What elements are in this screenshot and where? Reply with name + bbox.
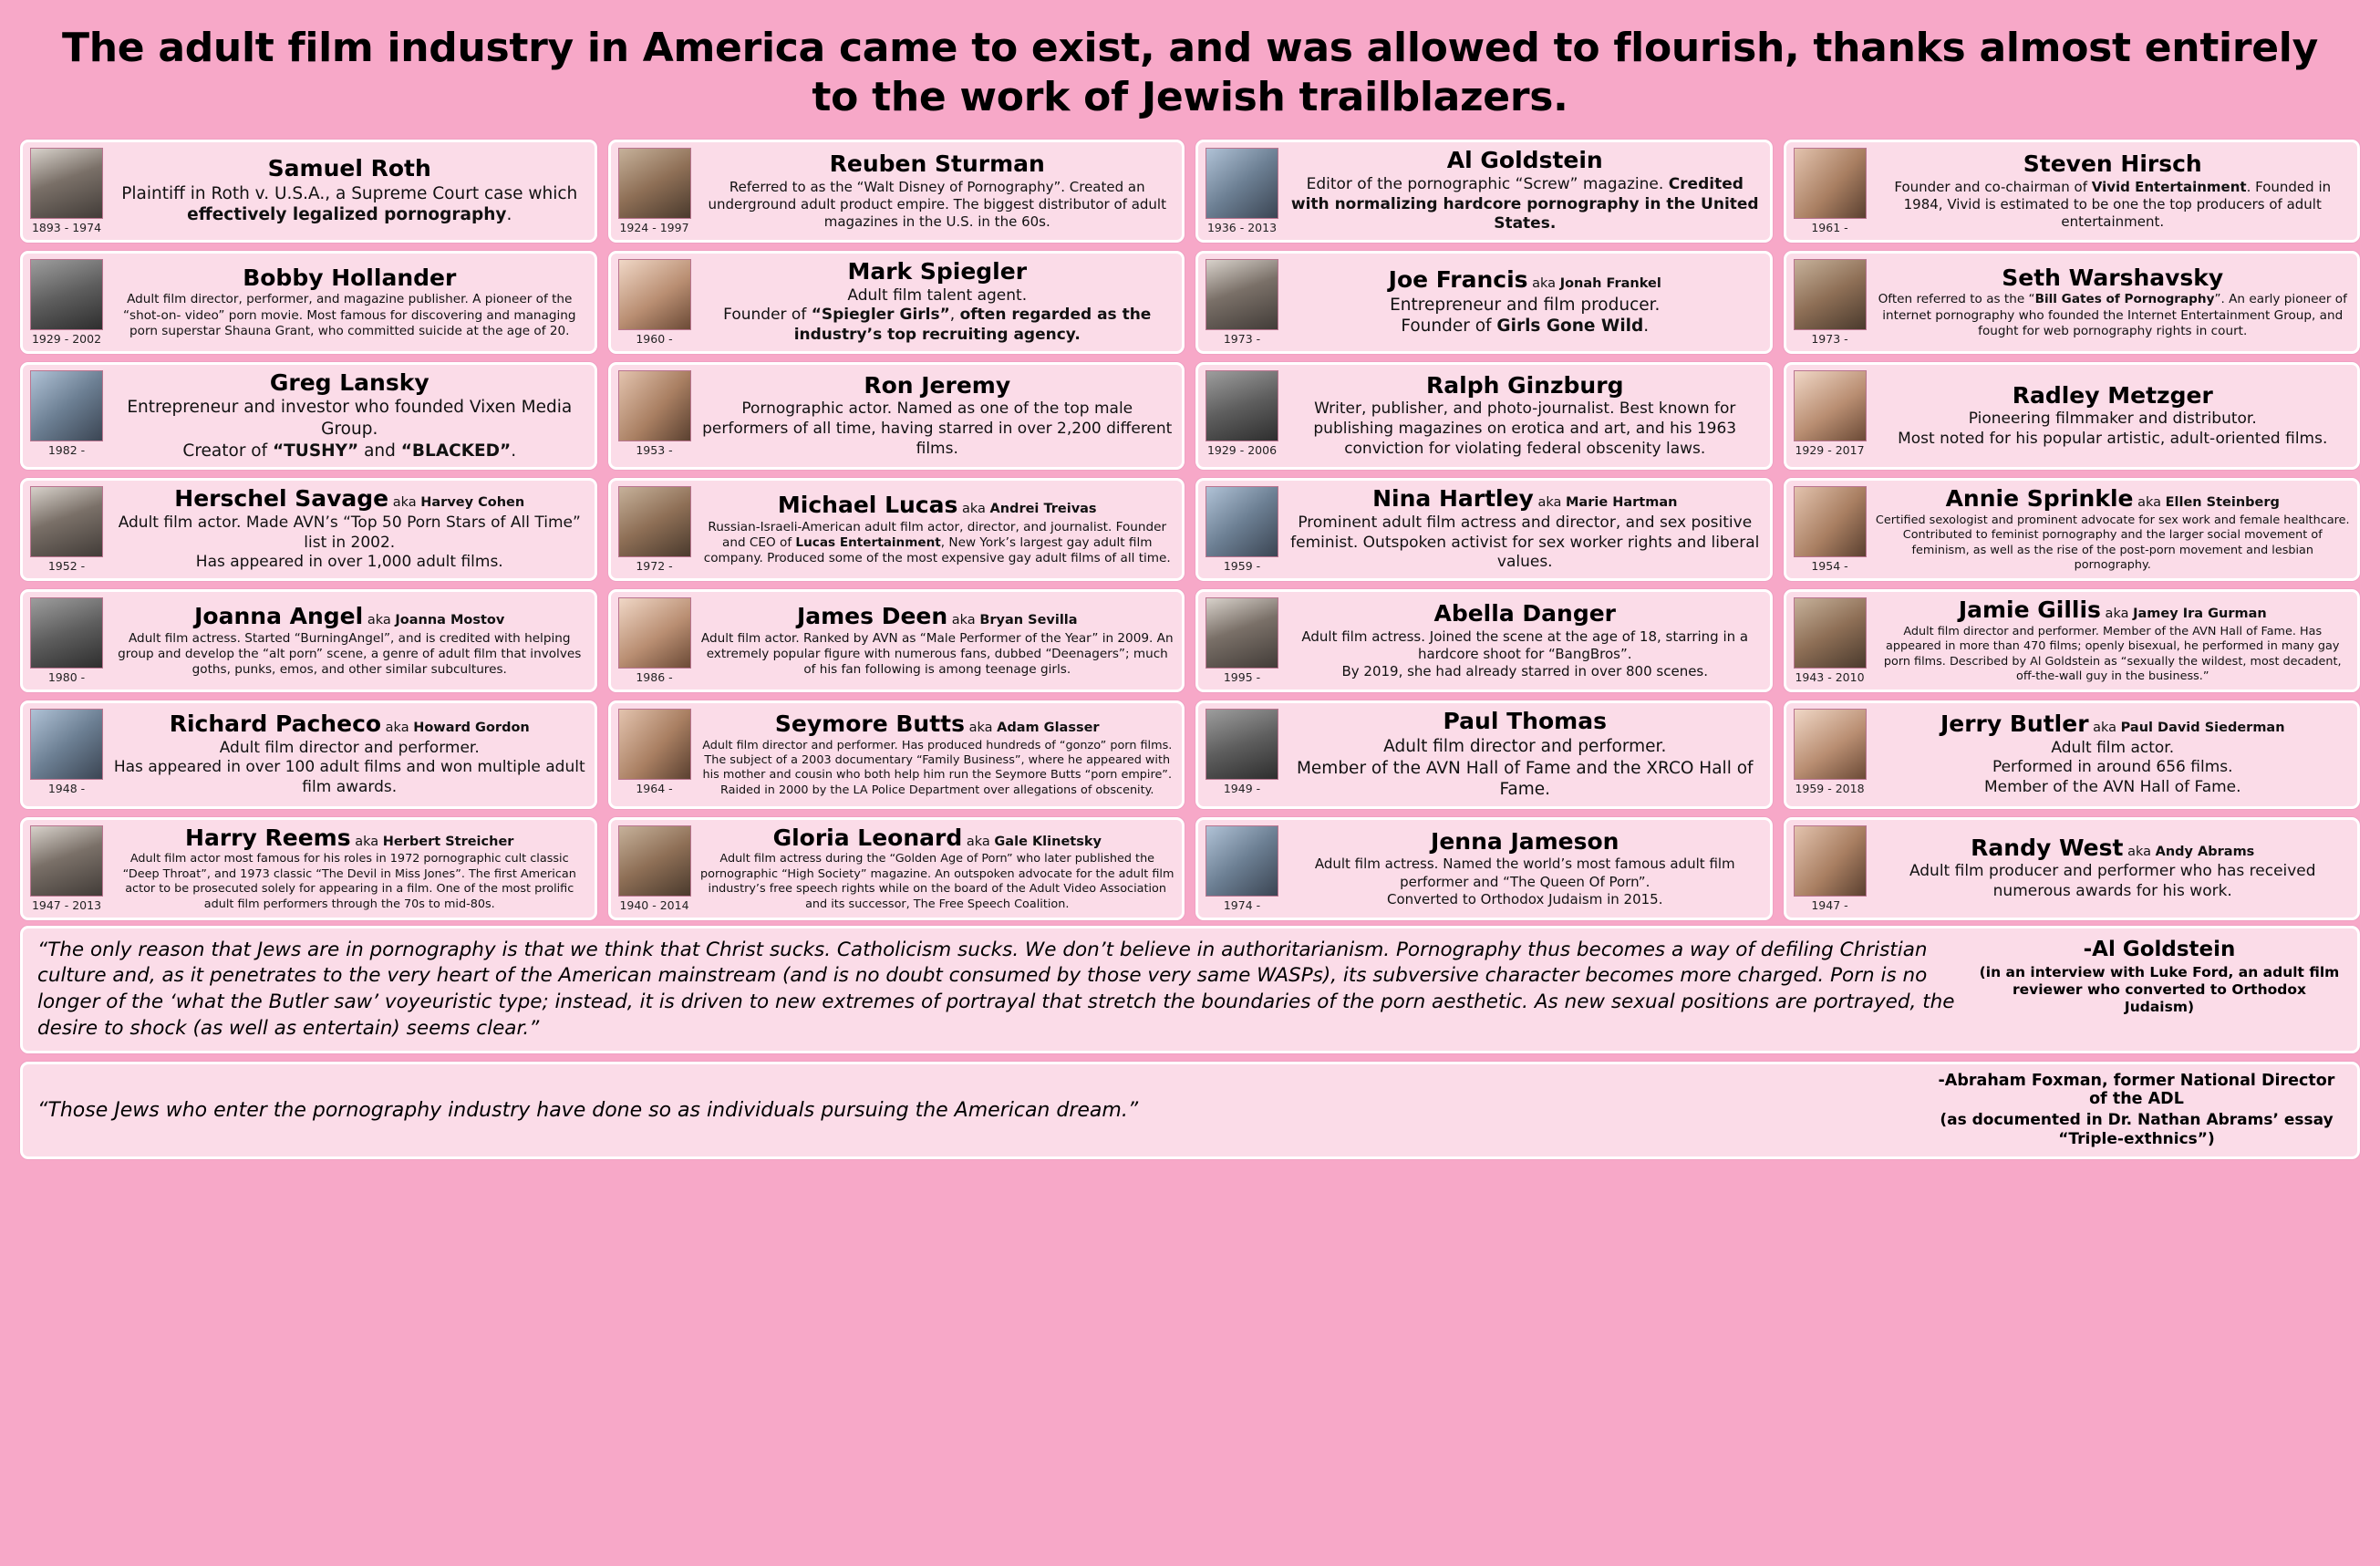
- person-name: Al Goldstein: [1446, 147, 1603, 174]
- person-name: Jenna Jameson: [1431, 827, 1619, 855]
- person-body: [112, 148, 587, 234]
- person-name: Jerry Butler: [1940, 710, 2089, 738]
- person-name-line: [1876, 265, 2351, 291]
- person-name: Greg Lansky: [269, 368, 429, 396]
- person-body: [112, 597, 587, 684]
- person-description: Russian-Israeli-American adult film actor, director, and journalist. Founder and CEO of Lucas Entertainment, New York’s largest gay adult film company. Produced some of the most expensive gay adult films of all time.: [703, 519, 1171, 566]
- person-dates: 1959 - 2018: [1795, 782, 1865, 796]
- person-portrait: [30, 370, 103, 441]
- person-aka: aka Marie Hartman: [1533, 495, 1678, 511]
- person-dates: 1972 -: [636, 559, 673, 574]
- person-body: [1876, 597, 2351, 684]
- person-portrait: [30, 148, 103, 219]
- person-name-line: [1288, 709, 1763, 734]
- person-portrait: [1794, 370, 1867, 441]
- person-name-line: [1288, 829, 1763, 855]
- person-portrait: [1206, 709, 1278, 780]
- person-name: Joe Francis: [1388, 266, 1528, 294]
- quote-attribution: [1914, 1072, 2343, 1148]
- quote-attribution: [1960, 938, 2343, 1016]
- person-portrait: [1794, 148, 1867, 219]
- person-card: [20, 362, 597, 471]
- person-name: Gloria Leonard: [772, 824, 963, 851]
- person-photo-wrap: [1204, 148, 1280, 234]
- person-name-line: [700, 493, 1175, 518]
- person-name-line: [112, 156, 587, 181]
- person-photo-wrap: [28, 148, 105, 234]
- person-name: Ralph Ginzburg: [1426, 371, 1624, 399]
- person-body: [700, 597, 1175, 684]
- person-name-line: [1876, 383, 2351, 409]
- person-dates: 1959 -: [1223, 559, 1261, 574]
- person-portrait: [1206, 825, 1278, 897]
- person-dates: 1964 -: [636, 782, 673, 796]
- person-dates: 1973 -: [1223, 332, 1261, 347]
- person-dates: 1947 -: [1811, 897, 1848, 912]
- person-card: [608, 362, 1185, 471]
- person-photo-wrap: [1792, 259, 1868, 346]
- person-portrait: [618, 259, 691, 330]
- person-photo-wrap: [616, 709, 693, 801]
- person-body: [700, 370, 1175, 462]
- person-photo-wrap: [616, 825, 693, 912]
- person-card: [1784, 700, 2361, 809]
- person-name-line: [1876, 151, 2351, 177]
- person-dates: 1974 -: [1223, 897, 1261, 912]
- person-description: Adult film actor most famous for his roles in 1972 pornographic cult classic “Deep Throat”, and 1973 classic “The Devil in Miss Jones”. The first American actor to be prosecuted solely for appearing in a film. One of the most prolific adult film performers through the 70s to mid-80s.: [122, 852, 576, 911]
- person-photo-wrap: [1792, 597, 1868, 684]
- person-aka: aka Gale Klinetsky: [962, 834, 1102, 849]
- person-card: [20, 251, 597, 354]
- person-card: [608, 817, 1185, 920]
- person-body: [1288, 825, 1763, 912]
- person-description: Often referred to as the “Bill Gates of Pornography”. An early pioneer of internet pornography who founded the Internet Entertainment Group, and fought for web pornography rights in court.: [1878, 292, 2347, 338]
- person-body: [700, 709, 1175, 801]
- person-body: [1876, 825, 2351, 912]
- person-name-line: [1288, 373, 1763, 399]
- person-name-line: [1876, 835, 2351, 861]
- person-name: Randy West: [1971, 834, 2124, 861]
- person-photo-wrap: [28, 825, 105, 912]
- person-aka: aka Andy Abrams: [2123, 844, 2255, 859]
- person-description: Adult film actress. Named the world’s most famous adult film performer and “The Queen Of Porn”. Converted to Orthodox Judaism in 2015.: [1314, 856, 1735, 907]
- person-description: Entrepreneur and investor who founded Vixen Media Group. Creator of “TUSHY” and “BLACKED”.: [127, 398, 573, 461]
- person-description: Founder and co-chairman of Vivid Entertainment. Founded in 1984, Vivid is estimated to be one the top producers of adult entertainment.: [1894, 178, 2332, 231]
- person-aka: aka Jamey Ira Gurman: [2100, 607, 2267, 622]
- person-card: [1195, 478, 1773, 581]
- person-description: Plaintiff in Roth v. U.S.A., a Supreme Court case which effectively legalized pornography.: [121, 183, 578, 225]
- person-portrait: [618, 597, 691, 669]
- person-photo-wrap: [1204, 486, 1280, 573]
- person-name-line: [1876, 597, 2351, 623]
- person-name: Annie Sprinkle: [1945, 485, 2134, 513]
- person-body: [1288, 370, 1763, 462]
- person-dates: 1954 -: [1811, 559, 1848, 574]
- quote-box: [20, 1062, 2360, 1158]
- quote-box: [20, 926, 2360, 1053]
- quotes-section: [13, 920, 2367, 1159]
- person-body: [1876, 709, 2351, 801]
- person-description: Prominent adult film actress and director, and sex positive feminist. Outspoken activist for sex worker rights and liberal values.: [1290, 513, 1760, 572]
- person-card: [1195, 362, 1773, 471]
- person-dates: 1952 -: [47, 559, 86, 574]
- person-portrait: [1206, 370, 1278, 441]
- person-name: Richard Pacheco: [169, 710, 382, 738]
- person-dates: 1995 -: [1223, 670, 1261, 685]
- person-dates: 1929 - 2017: [1795, 442, 1865, 457]
- person-description: Entrepreneur and film producer. Founder of Girls Gone Wild.: [1390, 295, 1661, 337]
- person-description: Adult film actor. Made AVN’s “Top 50 Porn Stars of All Time” list in 2002. Has appeared in over 1,000 adult films.: [118, 513, 581, 572]
- person-name-line: [700, 151, 1175, 177]
- person-card: [20, 140, 597, 243]
- person-photo-wrap: [616, 148, 693, 234]
- person-photo-wrap: [616, 597, 693, 684]
- person-name-line: [1288, 267, 1763, 293]
- person-description: Editor of the pornographic “Screw” magazine. Credited with normalizing hardcore pornography in the United States.: [1290, 174, 1759, 233]
- person-portrait: [1794, 709, 1867, 780]
- person-dates: 1973 -: [1811, 332, 1848, 347]
- person-name: Abella Danger: [1433, 600, 1616, 627]
- person-portrait: [618, 825, 691, 897]
- person-photo-wrap: [1792, 148, 1868, 234]
- person-name: Steven Hirsch: [2023, 150, 2202, 178]
- person-portrait: [30, 486, 103, 557]
- person-card: [1195, 817, 1773, 920]
- person-aka: aka Herbert Streicher: [350, 834, 514, 849]
- person-card: [20, 700, 597, 809]
- person-aka: aka Andrei Treivas: [957, 502, 1097, 517]
- person-description: Adult film actor. Performed in around 656 films. Member of the AVN Hall of Fame.: [1983, 738, 2241, 797]
- person-photo-wrap: [616, 259, 693, 346]
- person-dates: 1924 - 1997: [619, 221, 689, 235]
- person-photo-wrap: [28, 709, 105, 801]
- quote-attribution-source: (as documented in Dr. Nathan Abrams’ essay “Triple-exthnics”): [1940, 1111, 2333, 1148]
- person-dates: 1960 -: [636, 332, 673, 347]
- person-name: Harry Reems: [185, 824, 351, 851]
- person-portrait: [1206, 148, 1278, 219]
- person-description: Adult film actress. Joined the scene at the age of 18, starring in a hardcore shoot for “BangBros”. By 2019, she had already starred in over 800 scenes.: [1301, 627, 1749, 680]
- person-photo-wrap: [28, 597, 105, 684]
- person-name-line: [700, 825, 1175, 851]
- person-name-line: [112, 711, 587, 737]
- person-description: Adult film director and performer. Has produced hundreds of “gonzo” porn films. The subject of a 2003 documentary “Family Business”, where he appeared with his mother and cousin who both help him run the Seymore Butts “porn empire”. Raided in 2000 by the LA Police Department over allegations of obscenity.: [702, 738, 1173, 797]
- person-photo-wrap: [1792, 370, 1868, 462]
- person-card: [1195, 140, 1773, 243]
- person-description: Adult film director and performer. Has appeared in over 100 adult films and won multiple adult film awards.: [113, 738, 585, 797]
- person-card: [20, 817, 597, 920]
- person-name: Paul Thomas: [1443, 708, 1607, 735]
- person-card: [608, 700, 1185, 809]
- person-photo-wrap: [1204, 709, 1280, 801]
- person-body: [112, 709, 587, 801]
- person-card: [608, 251, 1185, 354]
- person-description: Adult film director and performer. Member of the AVN Hall of Fame. Has appeared in more than 470 films; openly bisexual, he performed in many gay porn films. Described by Al Goldstein as “sexually the wildest, most decadent, off-the-wall guy in the business.”: [1883, 624, 2342, 683]
- person-description: Pornographic actor. Named as one of the top male performers of all time, having starred in over 2,200 different films.: [702, 399, 1173, 458]
- person-card: [1784, 817, 2361, 920]
- person-body: [1876, 370, 2351, 462]
- person-card: [1195, 589, 1773, 692]
- person-portrait: [30, 709, 103, 780]
- person-description: Adult film director, performer, and magazine publisher. A pioneer of the “shot-on- video” porn movie. Most famous for discovering and managing porn superstar Shauna Grant, who committed suicide at the age of 20.: [123, 292, 576, 338]
- person-dates: 1949 -: [1223, 782, 1261, 796]
- person-aka: aka Joanna Mostov: [363, 613, 505, 628]
- person-photo-wrap: [1204, 259, 1280, 346]
- quote-text: “Those Jews who enter the pornography industry have done so as individuals pursuing the American dream.”: [37, 1098, 1139, 1122]
- person-card: [608, 589, 1185, 692]
- person-portrait: [618, 148, 691, 219]
- person-portrait: [618, 709, 691, 780]
- person-portrait: [30, 259, 103, 330]
- person-name: Joanna Angel: [194, 603, 364, 630]
- person-portrait: [1794, 825, 1867, 897]
- person-body: [112, 825, 587, 912]
- person-name: Nina Hartley: [1372, 485, 1534, 513]
- person-portrait: [618, 370, 691, 441]
- person-name: Bobby Hollander: [243, 264, 457, 291]
- person-name: Reuben Sturman: [829, 150, 1045, 178]
- person-body: [1876, 259, 2351, 346]
- person-body: [700, 825, 1175, 912]
- person-body: [112, 486, 587, 573]
- person-dates: 1982 -: [47, 442, 86, 457]
- person-portrait: [1794, 259, 1867, 330]
- person-name-line: [700, 604, 1175, 629]
- person-name-line: [700, 711, 1175, 737]
- person-body: [1288, 148, 1763, 234]
- person-name-line: [112, 825, 587, 851]
- person-dates: 1948 -: [47, 782, 86, 796]
- person-name-line: [112, 265, 587, 291]
- person-aka: aka Howard Gordon: [381, 721, 530, 736]
- person-card: [1784, 362, 2361, 471]
- person-description: Certified sexologist and prominent advocate for sex work and female healthcare. Contributed to feminist pornography and the larger social movement of feminism, as well as the rise of the post-porn movement and lesbian pornography.: [1875, 513, 2350, 572]
- person-body: [700, 486, 1175, 573]
- person-name-line: [1288, 601, 1763, 627]
- person-name-line: [1876, 711, 2351, 737]
- person-photo-wrap: [1792, 709, 1868, 801]
- person-portrait: [1206, 259, 1278, 330]
- person-body: [700, 259, 1175, 346]
- person-aka: aka Harvey Cohen: [388, 495, 525, 511]
- person-photo-wrap: [616, 486, 693, 573]
- person-name: Mark Spiegler: [847, 258, 1028, 285]
- person-name: Jamie Gillis: [1958, 596, 2101, 624]
- person-name: Ron Jeremy: [864, 371, 1011, 399]
- person-card: [1784, 589, 2361, 692]
- person-portrait: [1206, 597, 1278, 669]
- person-dates: 1929 - 2002: [31, 332, 102, 347]
- person-description: Adult film actor. Ranked by AVN as “Male Performer of the Year” in 2009. An extremely popular figure with numerous fans, dubbed “Deenagers”; much of his fan following is among teenage girls.: [700, 630, 1174, 678]
- person-name-line: [700, 373, 1175, 399]
- person-photo-wrap: [1204, 825, 1280, 912]
- person-body: [112, 370, 587, 462]
- person-body: [1876, 486, 2351, 573]
- person-name: Seymore Butts: [774, 710, 965, 738]
- person-dates: 1943 - 2010: [1795, 670, 1865, 685]
- person-name: Michael Lucas: [777, 492, 958, 519]
- person-description: Referred to as the “Walt Disney of Pornography”. Created an underground adult product empire. The biggest distributor of adult magazines in the U.S. in the 60s.: [708, 178, 1166, 231]
- person-description: Adult film director and performer. Member of the AVN Hall of Fame and the XRCO Hall of Fame.: [1296, 736, 1754, 800]
- person-body: [112, 259, 587, 346]
- person-aka: aka Adam Glasser: [965, 721, 1100, 736]
- person-name: Herschel Savage: [174, 485, 389, 513]
- person-body: [700, 148, 1175, 234]
- person-body: [1876, 148, 2351, 234]
- person-aka: aka Jonah Frankel: [1527, 276, 1661, 292]
- person-portrait: [30, 825, 103, 897]
- person-description: Adult film talent agent. Founder of “Spiegler Girls”, often regarded as the industry’s top recruiting agency.: [723, 285, 1152, 345]
- person-name-line: [700, 259, 1175, 285]
- person-dates: 1936 - 2013: [1206, 221, 1278, 235]
- person-description: Adult film actress. Started “BurningAngel”, and is credited with helping group and develop the “alt porn” scene, a genre of adult film that involves goths, punks, emos, and other similar subcultures.: [118, 630, 582, 678]
- person-photo-wrap: [1204, 370, 1280, 462]
- people-grid: [13, 140, 2367, 920]
- person-name: Seth Warshavsky: [2002, 264, 2224, 291]
- quote-text: “The only reason that Jews are in pornography is that we think that Christ sucks. Catholicism sucks. We don’t believe in authoritarianism. Pornography thus becomes a way of defiling Christian culture and, as it penetrates to the very heart of the American mainstream (and is no doubt consumed by those very same WASPs), its subversive character becomes more charged. Porn is no longer of the ‘what the Butler saw’ voyeuristic type; instead, it is driven to new extremes of portrayal that stretch the boundaries of the porn aesthetic. As new sexual positions are portrayed, the desire to shock (as well as entertain) seems clear.”: [37, 938, 1955, 1040]
- person-dates: 1953 -: [636, 442, 673, 457]
- page-title: The adult film industry in America came to exist, and was allowed to flourish, thanks almost entirely to the work of Jewish trailblazers.: [62, 25, 2318, 120]
- person-portrait: [1794, 597, 1867, 669]
- person-photo-wrap: [28, 370, 105, 462]
- person-card: [608, 140, 1185, 243]
- person-name: Radley Metzger: [2012, 381, 2213, 409]
- person-card: [20, 589, 597, 692]
- person-photo-wrap: [28, 259, 105, 346]
- person-name-line: [1288, 148, 1763, 173]
- person-name-line: [112, 486, 587, 512]
- person-card: [20, 478, 597, 581]
- person-portrait: [1794, 486, 1867, 557]
- person-card: [1195, 700, 1773, 809]
- quote-attribution-source: (in an interview with Luke Ford, an adult film reviewer who converted to Orthodox Judaism): [1979, 963, 2340, 1015]
- quote-attribution-name: -Abraham Foxman, former National Director of the ADL: [1938, 1072, 2335, 1109]
- quote-attribution-name: -Al Goldstein: [2083, 937, 2236, 961]
- person-photo-wrap: [1792, 825, 1868, 912]
- person-name-line: [112, 604, 587, 629]
- person-dates: 1940 - 2014: [619, 897, 689, 912]
- person-card: [1784, 251, 2361, 354]
- person-name: James Deen: [796, 603, 948, 630]
- person-aka: aka Ellen Steinberg: [2133, 495, 2280, 511]
- person-dates: 1961 -: [1811, 221, 1848, 235]
- person-dates: 1947 - 2013: [31, 897, 102, 912]
- person-card: [1195, 251, 1773, 354]
- person-body: [1288, 259, 1763, 346]
- person-card: [1784, 140, 2361, 243]
- person-dates: 1893 - 1974: [31, 221, 102, 235]
- person-photo-wrap: [1792, 486, 1868, 573]
- person-description: Adult film actress during the “Golden Age of Porn” who later published the pornographic “High Society” magazine. An outspoken advocate for the adult film industry’s free speech rights while on the board of the Adult Video Association and its successor, The Free Speech Coalition.: [700, 852, 1174, 911]
- person-photo-wrap: [28, 486, 105, 573]
- person-portrait: [618, 486, 691, 557]
- person-portrait: [30, 597, 103, 669]
- person-aka: aka Paul David Siederman: [2088, 721, 2285, 736]
- person-card: [608, 478, 1185, 581]
- person-name-line: [1876, 486, 2351, 512]
- person-dates: 1980 -: [47, 670, 86, 685]
- person-name: Samuel Roth: [267, 155, 431, 182]
- person-body: [1288, 709, 1763, 801]
- person-description: Adult film producer and performer who has received numerous awards for his work.: [1909, 862, 2316, 901]
- person-aka: aka Bryan Sevilla: [947, 613, 1078, 628]
- person-photo-wrap: [1204, 597, 1280, 684]
- person-card: [1784, 478, 2361, 581]
- person-body: [1288, 597, 1763, 684]
- person-photo-wrap: [616, 370, 693, 462]
- person-name-line: [112, 370, 587, 396]
- person-dates: 1929 - 2006: [1206, 442, 1278, 457]
- person-dates: 1986 -: [636, 670, 673, 685]
- person-description: Pioneering filmmaker and distributor. Most noted for his popular artistic, adult-oriented films.: [1898, 410, 2328, 448]
- person-description: Writer, publisher, and photo-journalist. Best known for publishing magazines on erotica and art, and his 1963 conviction for violating federal obscenity laws.: [1313, 399, 1737, 458]
- person-body: [1288, 486, 1763, 573]
- person-portrait: [1206, 486, 1278, 557]
- person-name-line: [1288, 486, 1763, 512]
